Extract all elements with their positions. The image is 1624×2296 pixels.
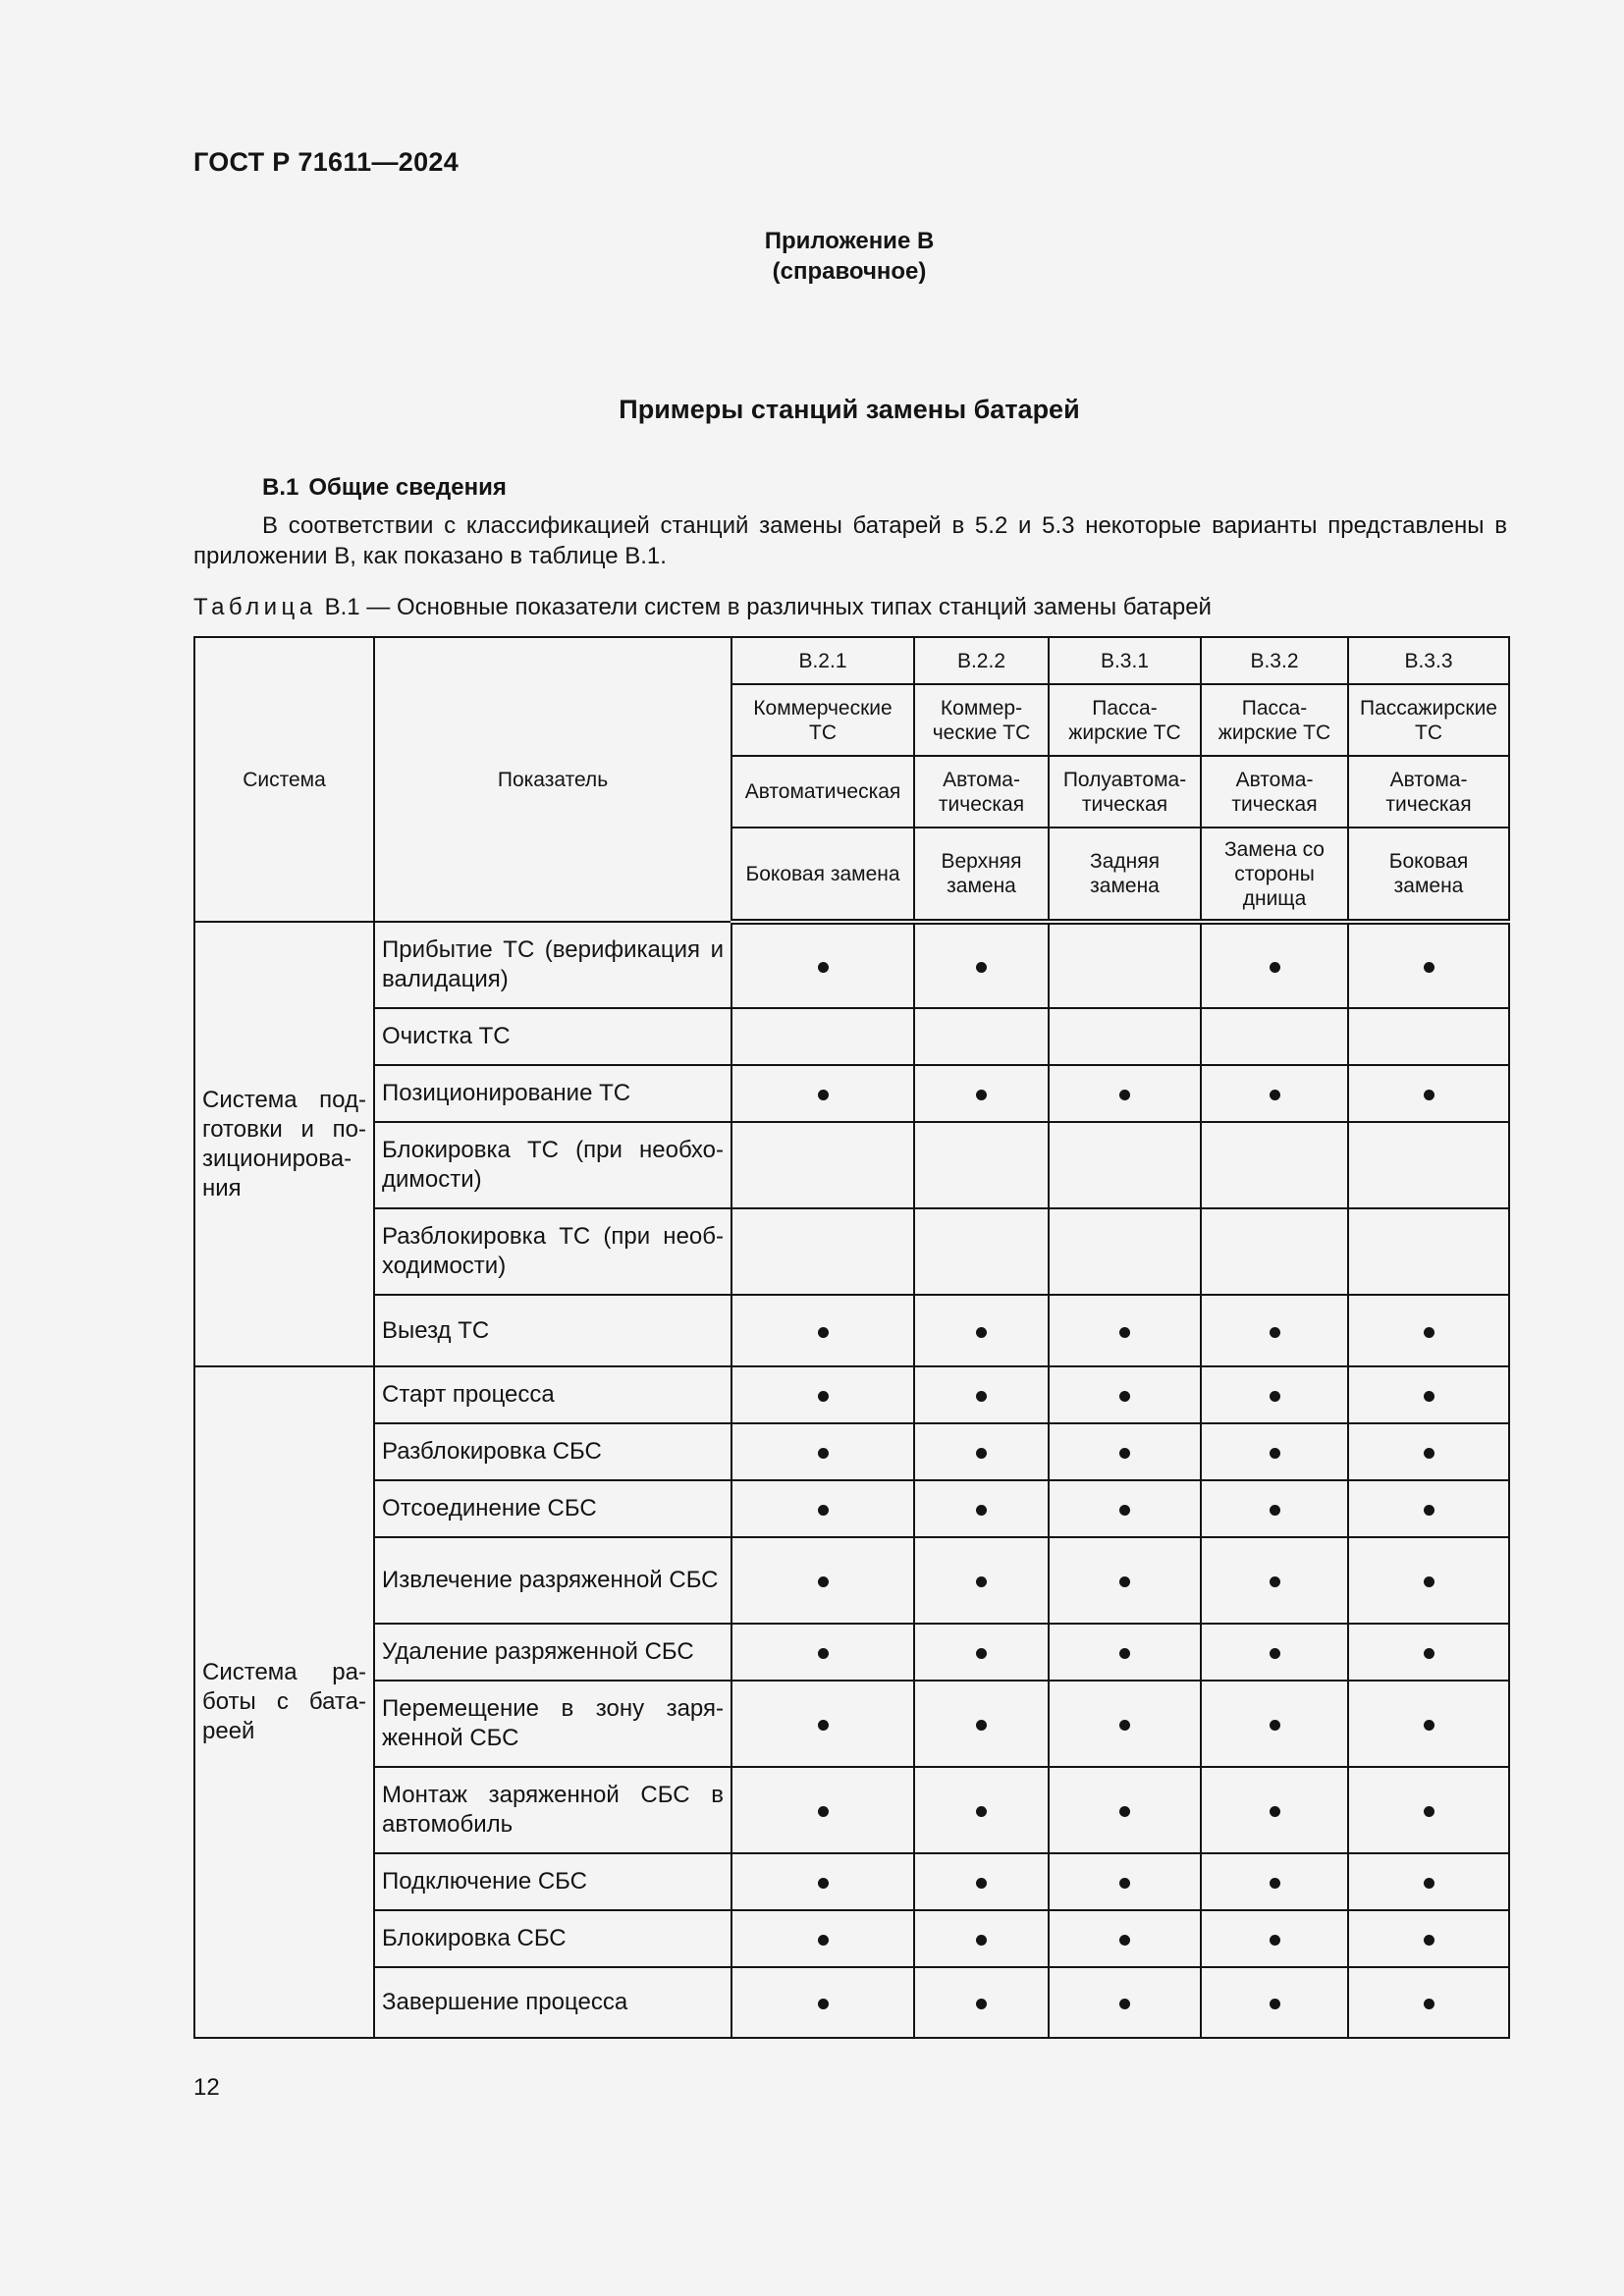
- bullet-mark: [1270, 1327, 1280, 1338]
- mark-cell: [731, 1423, 914, 1480]
- header-automation: Автома-тическая: [1201, 756, 1348, 828]
- mark-cell: [914, 1967, 1049, 2038]
- bullet-mark: [976, 1935, 987, 1946]
- mark-cell: [1201, 1767, 1348, 1853]
- mark-cell: [1348, 1065, 1509, 1122]
- mark-cell: [914, 922, 1049, 1008]
- document-code: ГОСТ Р 71611—2024: [193, 147, 460, 177]
- bullet-mark: [1424, 1448, 1435, 1459]
- appendix-subtitle: (справочное): [772, 258, 927, 285]
- bullet-mark: [818, 1878, 829, 1889]
- mark-cell: [1348, 1008, 1509, 1065]
- bullet-mark: [1270, 1999, 1280, 2009]
- bullet-mark: [1119, 1448, 1130, 1459]
- indicators-table: [193, 636, 1510, 2039]
- bullet-mark: [976, 962, 987, 973]
- indicator-cell: Разблокировка СБС: [374, 1423, 731, 1480]
- mark-cell: [914, 1366, 1049, 1423]
- bullet-mark: [976, 1576, 987, 1587]
- bullet-mark: [818, 1648, 829, 1659]
- mark-cell: [914, 1681, 1049, 1767]
- mark-cell: [731, 1967, 914, 2038]
- appendix-heading: [0, 226, 1624, 287]
- bullet-mark: [976, 1878, 987, 1889]
- header-variant: В.3.1: [1049, 637, 1201, 684]
- bullet-mark: [1270, 1720, 1280, 1731]
- mark-cell: [914, 1208, 1049, 1295]
- bullet-mark: [976, 1999, 987, 2009]
- bullet-mark: [818, 1327, 829, 1338]
- bullet-mark: [1424, 962, 1435, 973]
- mark-cell: [914, 1480, 1049, 1537]
- bullet-mark: [1270, 1505, 1280, 1516]
- header-vehicle-type: Пасса-жирские ТС: [1201, 684, 1348, 756]
- indicator-cell: Разблокировка ТС (при необ-ходимости): [374, 1208, 731, 1295]
- mark-cell: [914, 1008, 1049, 1065]
- mark-cell: [731, 1681, 914, 1767]
- bullet-mark: [818, 1505, 829, 1516]
- mark-cell: [1049, 1008, 1201, 1065]
- bullet-mark: [818, 1576, 829, 1587]
- mark-cell: [1049, 1681, 1201, 1767]
- bullet-mark: [1119, 1391, 1130, 1402]
- bullet-mark: [1270, 1648, 1280, 1659]
- table-row: [194, 1537, 1509, 1624]
- indicator-cell: Монтаж заряженной СБС в автомобиль: [374, 1767, 731, 1853]
- section-heading: [262, 474, 507, 502]
- mark-cell: [1348, 1366, 1509, 1423]
- bullet-mark: [1119, 1878, 1130, 1889]
- mark-cell: [914, 1624, 1049, 1681]
- table-caption-word: Таблица: [193, 594, 317, 620]
- bullet-mark: [976, 1391, 987, 1402]
- bullet-mark: [1424, 1720, 1435, 1731]
- mark-cell: [1049, 1295, 1201, 1366]
- table-row: [194, 1681, 1509, 1767]
- main-title: Примеры станций замены батарей: [619, 395, 1080, 424]
- table-row: [194, 1624, 1509, 1681]
- bullet-mark: [1119, 1505, 1130, 1516]
- bullet-mark: [818, 1720, 829, 1731]
- header-variant: В.2.1: [731, 637, 914, 684]
- header-replacement: Замена со стороны днища: [1201, 828, 1348, 922]
- bullet-mark: [1424, 1505, 1435, 1516]
- mark-cell: [914, 1910, 1049, 1967]
- mark-cell: [1201, 1853, 1348, 1910]
- mark-cell: [1049, 1767, 1201, 1853]
- mark-cell: [1049, 1423, 1201, 1480]
- bullet-mark: [1424, 1327, 1435, 1338]
- header-replacement: Боковая замена: [1348, 828, 1509, 922]
- indicator-cell: Прибытие ТС (верификация и валидация): [374, 922, 731, 1008]
- mark-cell: [914, 1065, 1049, 1122]
- header-vehicle-type: Коммер-ческие ТС: [914, 684, 1049, 756]
- mark-cell: [731, 1208, 914, 1295]
- header-automation: Автома-тическая: [1348, 756, 1509, 828]
- mark-cell: [731, 1537, 914, 1624]
- mark-cell: [1049, 1065, 1201, 1122]
- bullet-mark: [818, 1999, 829, 2009]
- header-vehicle-type: Коммерческие ТС: [731, 684, 914, 756]
- bullet-mark: [1270, 1935, 1280, 1946]
- bullet-mark: [1424, 1999, 1435, 2009]
- appendix-title: Приложение В: [764, 228, 935, 254]
- table-row: [194, 922, 1509, 1008]
- bullet-mark: [1270, 1576, 1280, 1587]
- bullet-mark: [1119, 1090, 1130, 1100]
- bullet-mark: [976, 1648, 987, 1659]
- section-title: Общие сведения: [308, 474, 507, 501]
- indicator-cell: Удаление разряженной СБС: [374, 1624, 731, 1681]
- mark-cell: [1348, 1967, 1509, 2038]
- bullet-mark: [1119, 1327, 1130, 1338]
- mark-cell: [1348, 1208, 1509, 1295]
- bullet-mark: [1119, 1720, 1130, 1731]
- bullet-mark: [976, 1505, 987, 1516]
- bullet-mark: [1270, 1090, 1280, 1100]
- bullet-mark: [1424, 1576, 1435, 1587]
- system-cell: Система под-готовки и по-зиционирова-ния: [194, 922, 374, 1366]
- indicator-cell: Позиционирование ТС: [374, 1065, 731, 1122]
- indicator-cell: Перемещение в зону заря-женной СБС: [374, 1681, 731, 1767]
- header-automation: Автома-тическая: [914, 756, 1049, 828]
- table-row: [194, 1065, 1509, 1122]
- table-row: [194, 1423, 1509, 1480]
- mark-cell: [1201, 1967, 1348, 2038]
- mark-cell: [731, 1295, 914, 1366]
- mark-cell: [1049, 1480, 1201, 1537]
- bullet-mark: [818, 1090, 829, 1100]
- mark-cell: [1201, 1208, 1348, 1295]
- mark-cell: [914, 1122, 1049, 1208]
- system-cell: Система ра-боты с бата-реей: [194, 1366, 374, 2038]
- table-row: [194, 1295, 1509, 1366]
- bullet-mark: [1119, 1999, 1130, 2009]
- indicator-cell: Очистка ТС: [374, 1008, 731, 1065]
- mark-cell: [1201, 1295, 1348, 1366]
- indicator-cell: Подключение СБС: [374, 1853, 731, 1910]
- bullet-mark: [976, 1090, 987, 1100]
- header-indicator: Показатель: [374, 637, 731, 922]
- mark-cell: [1348, 922, 1509, 1008]
- mark-cell: [1049, 1624, 1201, 1681]
- bullet-mark: [1424, 1878, 1435, 1889]
- bullet-mark: [1424, 1391, 1435, 1402]
- table-row: [194, 1967, 1509, 2038]
- mark-cell: [914, 1537, 1049, 1624]
- bullet-mark: [1424, 1090, 1435, 1100]
- mark-cell: [1348, 1122, 1509, 1208]
- table-body: [194, 922, 1509, 2038]
- bullet-mark: [818, 1391, 829, 1402]
- mark-cell: [1049, 922, 1201, 1008]
- mark-cell: [1049, 1208, 1201, 1295]
- mark-cell: [731, 1065, 914, 1122]
- indicator-cell: Отсоединение СБС: [374, 1480, 731, 1537]
- indicator-cell: Блокировка СБС: [374, 1910, 731, 1967]
- bullet-mark: [1270, 1878, 1280, 1889]
- header-replacement: Задняя замена: [1049, 828, 1201, 922]
- mark-cell: [1348, 1681, 1509, 1767]
- bullet-mark: [976, 1448, 987, 1459]
- mark-cell: [1348, 1624, 1509, 1681]
- mark-cell: [731, 1008, 914, 1065]
- mark-cell: [731, 1910, 914, 1967]
- mark-cell: [1348, 1910, 1509, 1967]
- mark-cell: [1201, 1681, 1348, 1767]
- indicator-cell: Старт процесса: [374, 1366, 731, 1423]
- bullet-mark: [818, 1448, 829, 1459]
- table-row: [194, 1480, 1509, 1537]
- mark-cell: [914, 1295, 1049, 1366]
- mark-cell: [731, 1853, 914, 1910]
- header-replacement: Боковая замена: [731, 828, 914, 922]
- mark-cell: [731, 1366, 914, 1423]
- table-row: [194, 1366, 1509, 1423]
- header-variant: В.3.2: [1201, 637, 1348, 684]
- mark-cell: [914, 1423, 1049, 1480]
- bullet-mark: [1270, 962, 1280, 973]
- table-row: [194, 1208, 1509, 1295]
- mark-cell: [1049, 1366, 1201, 1423]
- mark-cell: [1201, 1065, 1348, 1122]
- mark-cell: [1201, 1122, 1348, 1208]
- bullet-mark: [1119, 1576, 1130, 1587]
- bullet-mark: [1424, 1935, 1435, 1946]
- mark-cell: [1049, 1122, 1201, 1208]
- mark-cell: [1348, 1480, 1509, 1537]
- mark-cell: [1049, 1853, 1201, 1910]
- mark-cell: [731, 1122, 914, 1208]
- mark-cell: [1348, 1295, 1509, 1366]
- mark-cell: [1049, 1537, 1201, 1624]
- table-row: [194, 1008, 1509, 1065]
- header-vehicle-type: Пасса-жирские ТС: [1049, 684, 1201, 756]
- table-row: [194, 1122, 1509, 1208]
- bullet-mark: [818, 962, 829, 973]
- mark-cell: [914, 1853, 1049, 1910]
- header-replacement: Верхняя замена: [914, 828, 1049, 922]
- bullet-mark: [1270, 1448, 1280, 1459]
- mark-cell: [1201, 1537, 1348, 1624]
- intro-paragraph: В соответствии с классификацией станций замены батарей в 5.2 и 5.3 некоторые варианты представлены в приложении В, как показано в таблице В.1.: [193, 512, 1507, 569]
- mark-cell: [731, 1480, 914, 1537]
- table-header: [194, 637, 1509, 922]
- mark-cell: [1348, 1423, 1509, 1480]
- mark-cell: [914, 1767, 1049, 1853]
- table-row: [194, 1853, 1509, 1910]
- table-caption: [193, 594, 1212, 621]
- mark-cell: [1201, 1008, 1348, 1065]
- mark-cell: [1201, 1910, 1348, 1967]
- mark-cell: [1201, 1423, 1348, 1480]
- mark-cell: [1201, 922, 1348, 1008]
- bullet-mark: [1424, 1806, 1435, 1817]
- page-number: 12: [193, 2074, 220, 2101]
- mark-cell: [1201, 1624, 1348, 1681]
- mark-cell: [731, 922, 914, 1008]
- bullet-mark: [818, 1935, 829, 1946]
- table-row: [194, 1767, 1509, 1853]
- bullet-mark: [818, 1806, 829, 1817]
- section-number: В.1: [262, 474, 299, 501]
- bullet-mark: [976, 1720, 987, 1731]
- header-system: Система: [194, 637, 374, 922]
- indicator-cell: Выезд ТС: [374, 1295, 731, 1366]
- bullet-mark: [1119, 1806, 1130, 1817]
- mark-cell: [1348, 1853, 1509, 1910]
- mark-cell: [1049, 1910, 1201, 1967]
- table-row: [194, 1910, 1509, 1967]
- mark-cell: [1348, 1537, 1509, 1624]
- bullet-mark: [976, 1327, 987, 1338]
- bullet-mark: [1270, 1391, 1280, 1402]
- bullet-mark: [1424, 1648, 1435, 1659]
- table-caption-text: В.1 — Основные показатели систем в различных типах станций замены батарей: [324, 594, 1212, 620]
- header-automation: Автоматическая: [731, 756, 914, 828]
- indicator-cell: Извлечение разряженной СБС: [374, 1537, 731, 1624]
- indicator-cell: Завершение процесса: [374, 1967, 731, 2038]
- mark-cell: [1201, 1366, 1348, 1423]
- bullet-mark: [1119, 1648, 1130, 1659]
- header-variant: В.2.2: [914, 637, 1049, 684]
- bullet-mark: [1270, 1806, 1280, 1817]
- bullet-mark: [976, 1806, 987, 1817]
- mark-cell: [1201, 1480, 1348, 1537]
- mark-cell: [731, 1767, 914, 1853]
- indicator-cell: Блокировка ТС (при необхо-димости): [374, 1122, 731, 1208]
- header-automation: Полуавтома-тическая: [1049, 756, 1201, 828]
- bullet-mark: [1119, 1935, 1130, 1946]
- mark-cell: [1049, 1967, 1201, 2038]
- mark-cell: [1348, 1767, 1509, 1853]
- header-vehicle-type: Пассажирские ТС: [1348, 684, 1509, 756]
- header-variant: В.3.3: [1348, 637, 1509, 684]
- mark-cell: [731, 1624, 914, 1681]
